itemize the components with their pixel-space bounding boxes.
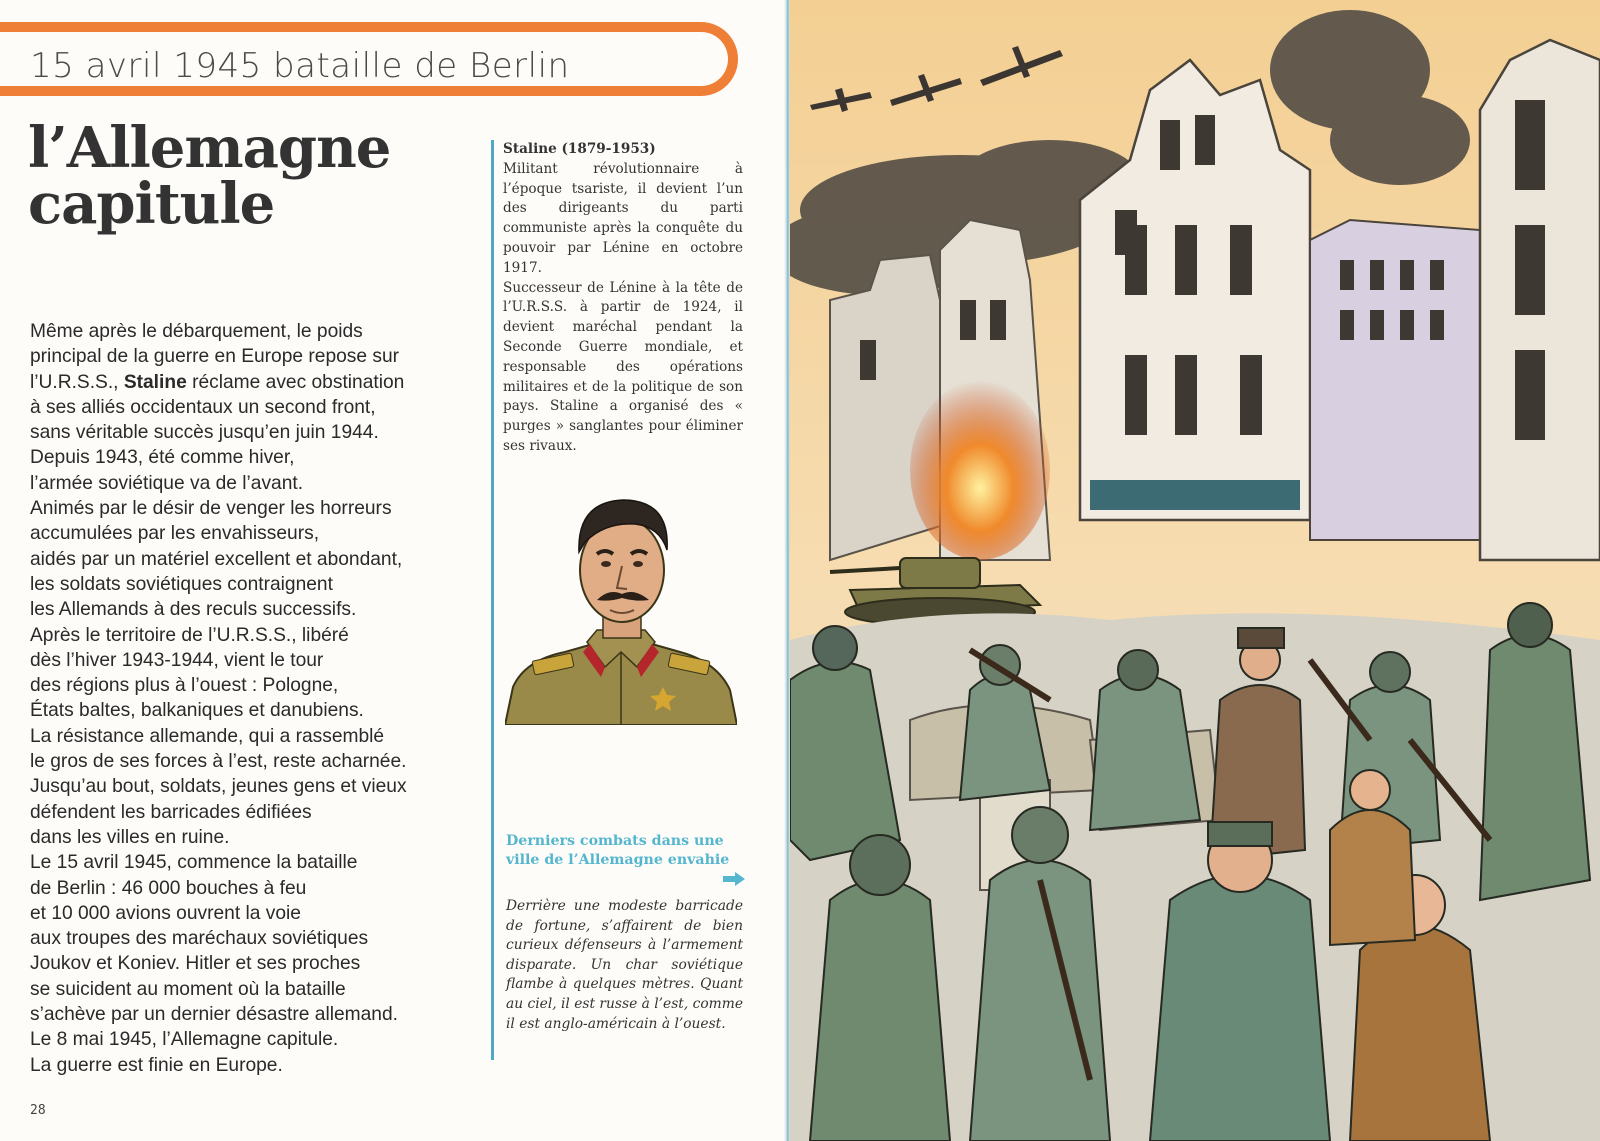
body-text-segment: États baltes, balkaniques et danubiens. [30, 700, 364, 722]
body-text-segment: l’U.R.S.S., [30, 371, 124, 393]
body-text-segment: se suicident au moment où la bataille [30, 978, 346, 1000]
headline-line: capitule [28, 171, 275, 237]
stalin-portrait [505, 492, 737, 725]
body-emphasis: Staline [123, 371, 187, 393]
body-text-segment: sans véritable succès jusqu’en juin 1944. [30, 422, 379, 444]
body-text-segment: Le 8 mai 1945, l’Allemagne capitule. [30, 1029, 339, 1051]
body-text-segment: à ses alliés occidentaux un second front, [30, 396, 376, 418]
body-text-segment: des régions plus à l’ouest : Pologne, [30, 675, 339, 697]
page-number: 28 [30, 1103, 46, 1118]
left-page [0, 0, 790, 1141]
body-text-segment: et 10 000 avions ouvrent la voie [30, 902, 301, 924]
body-line [30, 420, 500, 445]
body-text-segment: aux troupes des maréchaux soviétiques [30, 928, 369, 950]
body-text-segment: La guerre est finie en Europe. [30, 1054, 283, 1076]
body-text [30, 319, 500, 1078]
body-text-segment: de Berlin : 46 000 bouches à feu [30, 877, 307, 899]
body-line [30, 648, 500, 673]
body-line [30, 319, 500, 344]
body-text-segment: Joukov et Koniev. Hitler et ses proches [30, 953, 361, 975]
body-line [30, 521, 500, 546]
body-text-segment: Animés par le désir de venger les horreurs [30, 498, 392, 520]
illustration-caption-text: Derrière une modeste barricade de fortune, s’affairent de bien curieux défenseurs à l’armement disparate. Un char soviétique flambe à quelques mètres. Quant au ciel, il est russe à l’est, comme il est anglo-américain à l’ouest. [506, 898, 743, 1032]
chapter-title: 15 avril 1945 bataille de Berlin [30, 46, 570, 86]
body-line [30, 774, 500, 799]
headline-line: l’Allemagne [28, 115, 391, 181]
body-text-segment: les soldats soviétiques contraignent [30, 573, 333, 595]
body-text-segment: aidés par un matériel excellent et abondant, [30, 548, 403, 570]
body-line [30, 724, 500, 749]
body-line [30, 471, 500, 496]
body-line [30, 850, 500, 875]
body-text-segment: Après le territoire de l’U.R.S.S., libéré [30, 624, 349, 646]
body-line [30, 800, 500, 825]
body-text-segment: Depuis 1943, été comme hiver, [30, 447, 295, 469]
body-text-segment: dès l’hiver 1943-1944, vient le tour [30, 649, 324, 671]
body-line [30, 901, 500, 926]
body-line [30, 926, 500, 951]
body-text-segment: accumulées par les envahisseurs, [30, 523, 320, 545]
sidebar-rule [491, 140, 494, 1060]
illustration-caption-title: Derniers combats dans une ville de l’Allemagne envahie [506, 833, 730, 868]
body-line [30, 876, 500, 901]
body-line [30, 1027, 500, 1052]
body-line [30, 496, 500, 521]
body-text-segment: le gros de ses forces à l’est, reste acharnée. [30, 751, 407, 773]
bio-paragraph: Successeur de Lénine à la tête de l’U.R.S.S. à partir de 1924, il devient maréchal pendant la Seconde Guerre mondiale, et responsable des opérations militaires et de la politique de son pays. Staline a organisé des « purges » sanglantes pour éliminer ses rivaux. [503, 279, 743, 454]
body-text-segment: l’armée soviétique va de l’avant. [30, 472, 304, 494]
body-text-segment: s’achève par un dernier désastre allemand. [30, 1004, 398, 1026]
body-line [30, 1053, 500, 1078]
body-line [30, 951, 500, 976]
body-text-segment: Le 15 avril 1945, commence la bataille [30, 852, 358, 874]
body-text-segment: La résistance allemande, qui a rassemblé [30, 725, 385, 747]
body-line [30, 370, 500, 395]
arrow-right-icon [723, 872, 745, 886]
body-line [30, 749, 500, 774]
body-line [30, 698, 500, 723]
body-line [30, 673, 500, 698]
berlin-battle-illustration [790, 0, 1600, 1141]
bio-title: Staline (1879-1953) [503, 141, 656, 157]
bio-paragraph: Militant révolutionnaire à l’époque tsariste, il devient l’un des dirigeants du parti communiste après la conquête du pouvoir par Lénine en octobre 1917. [503, 160, 743, 276]
body-line [30, 395, 500, 420]
body-line [30, 977, 500, 1002]
body-text-segment: dans les villes en ruine. [30, 826, 230, 848]
body-text-segment: les Allemands à des reculs successifs. [30, 599, 357, 621]
body-line [30, 344, 500, 369]
body-text-segment: défendent les barricades édifiées [30, 801, 312, 823]
body-text-segment: Jusqu’au bout, soldats, jeunes gens et vieux [30, 776, 407, 798]
body-line [30, 445, 500, 470]
body-line [30, 623, 500, 648]
body-line [30, 547, 500, 572]
stalin-bio [503, 140, 743, 457]
body-line [30, 825, 500, 850]
fire [910, 380, 1050, 560]
body-text-segment: réclame avec obstination [186, 371, 405, 393]
body-text-segment: principal de la guerre en Europe repose sur [30, 346, 400, 368]
body-line [30, 1002, 500, 1027]
body-line [30, 572, 500, 597]
body-line [30, 597, 500, 622]
headline [28, 115, 478, 237]
body-text-segment: Même après le débarquement, le poids [30, 321, 363, 342]
